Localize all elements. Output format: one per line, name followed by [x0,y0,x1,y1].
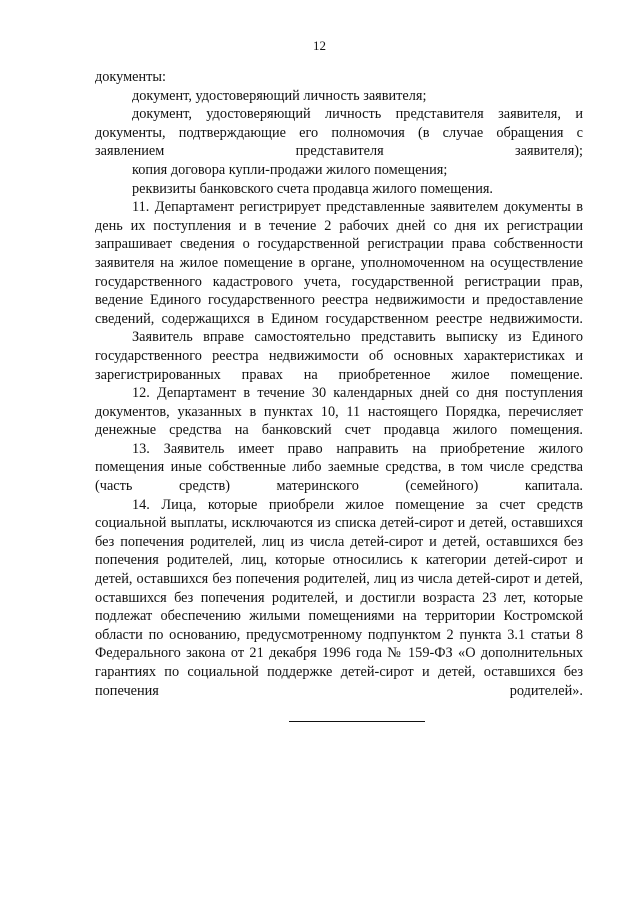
paragraph: документ, удостоверяющий личность заявителя; [132,87,427,104]
paragraph: 11. Департамент регистрирует представленные заявителем документы в день их поступления и в течение 2 рабочих дней со дня их регистрации запрашивает сведения о государственной регистрации права собственности заявителя на жилое помещение в органе, уполномоченном на осуществление государственного кадастрового учета, государственной регистрации прав, ведение Единого государственного реестра недвижимости и предоставление сведений, содержащихся в Едином государственном реестре недвижимости. [95,199,583,327]
paragraph: реквизиты банковского счета продавца жилого помещения. [132,180,494,197]
paragraph: Заявитель вправе самостоятельно представить выписку из Единого государственного реестра недвижимости об основных характеристиках и зарегистрированных правах на приобретенное жилое помещение. [95,329,583,383]
paragraph: 12. Департамент в течение 30 календарных дней со дня поступления документов, указанных в пунктах 10, 11 настоящего Порядка, перечисляет денежные средства на банковский счет продавца жилого помещения. [95,385,583,439]
paragraph: документ, удостоверяющий личность представителя заявителя, и документы, подтверждающие его полномочия (в случае обращения с заявлением представителя заявителя); [95,106,583,160]
closing-rule [289,721,425,722]
page-number: 12 [313,38,326,53]
paragraph: 14. Лица, которые приобрели жилое помещение за счет средств социальной выплаты, исключаются из списка детей-сирот и детей, оставшихся без попечения родителей, лиц из числа детей-сирот и детей, оставшихся без попечения родителей, лиц, которые относились к категории детей-сирот и детей, оставшихся без попечения родителей, лиц из числа детей-сирот и детей, оставшихся без попечения родителей, и достигли возраста 23 лет, которые подлежат обеспечению жилыми помещениями на территории Костромской области по основанию, предусмотренному подпунктом 2 пункта 3.1 статьи 8 Федерального закона от 21 декабря 1996 года № 159-ФЗ «О дополнительных гарантиях по социальной поддержке детей-сирот и детей, оставшихся без попечения родителей». [95,496,583,699]
paragraph: документы: [95,69,166,85]
paragraph: 13. Заявитель имеет право направить на приобретение жилого помещения иные собственные либо заемные средства, в том числе средства (часть средств) материнского (семейного) капитала. [95,440,583,495]
paragraph: копия договора купли-продажи жилого помещения; [132,161,448,178]
document-body [95,68,583,700]
